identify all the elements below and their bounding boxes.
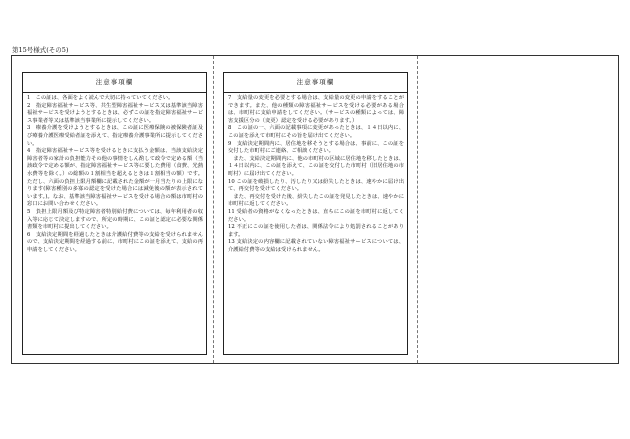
note-8: 8 この証の一、六面の記載事項に変更があったときは、１４日以内に、この証を添えて市町村にその旨を届け出てください。 <box>228 125 404 139</box>
notes-box-right <box>223 72 408 355</box>
notes-heading-left: 注意事項欄 <box>23 73 206 93</box>
note-11: 11 受給者の資格がなくなったときは、直ちにこの証を市町村に返してください。 <box>228 208 404 223</box>
note-9: 9 支給決定期間内に、居住地を移そうとする場合は、事前に、この証を交付した市町村にご連絡、ご相談ください。 <box>228 140 404 155</box>
note-5: 5 負担上限月額及び特定障害者特別給付費については、毎年利用者の収入等に応じて決定しますので、所定の時期に、この証と認定に必要な関係書類を市町村に提出してください。 <box>27 208 203 231</box>
note-3: 3 療養介護を受けようとするときは、この証に医療保険の被保険者証及び療養介護医療受給者証を添えて、指定療養介護事業所に提示してください。 <box>27 125 203 147</box>
note-4: 4 指定障害福祉サービス等を受けるときに支払う金額は、当該支給決定障害者等の家計の負担能力その他の事情をしん酌して政令で定める額（当該政令で定める額が、指定障害福祉サービス等に要した費用（食費、光熱水費等を除く。）の総額の１割相当を超えるときは１割相当の額）です。ただし、六面の負担上限月額欄に記載された金額が一月当たりの上限になります(障害種別の多寡の認定を受けた場合には減免後の額が表示されています。)。なお、基準該当障害福祉サービスを受ける場合の額は市町村の窓口にお問い合わせください。 <box>27 148 203 208</box>
note-1: 1 この証は、各面をよく読んで大切に持っていてください。 <box>27 95 174 101</box>
note-12: 12 不正にこの証を使用した者は、関係法令により処罰されることがあります。 <box>228 224 404 238</box>
notes-body-left <box>23 93 206 254</box>
note-2: 2 指定障害福祉サービス等、共生型障害福祉サービス又は基準該当障害福祉サービスを受けようとするときは、必ずこの証を指定障害福祉サービス事業者等又は基準該当事業所に提示してください。 <box>27 102 203 124</box>
note-7: 7 支給量の変更を必要とする場合は、支給量の変更の申請をすることができます。また、他の種類の障害福祉サービスを受ける必要がある場合は、市町村に支給申請をしてください。（サービスの種類によっては、障害支援区分の（変更）認定を受ける必要があります。） <box>228 95 404 124</box>
note-10-continued: また、再交付を受けた後、紛失したこの証を発見したときは、速やかに市町村に返してください。 <box>228 193 404 208</box>
note-9-continued: また、支給決定期間内に、他の市町村の区域に居住地を移したときは、１４日以内に、この証を添えて、この証を交付した市町村（旧居住地の市町村）に届け出てください。 <box>228 155 404 177</box>
notes-body-right <box>224 93 407 254</box>
notes-box-left <box>22 72 207 355</box>
fold-line-right <box>417 56 418 363</box>
note-13: 13 支給決定の内容欄に記載されていない障害福祉サービスについては、介護給付費等の支給は受けられません。 <box>228 239 404 253</box>
note-10: 10 この証を破損したり、汚したり又は紛失したときは、速やかに届け出て、再交付を受けてください。 <box>228 178 404 193</box>
note-6: 6 支給決定期間を経過したときは介護給付費等の支給を受けられませんので、支給決定期間を経過する前に、市町村にこの証を添えて、支給の再申請をしてください。 <box>27 231 203 253</box>
notes-heading-right: 注意事項欄 <box>224 73 407 93</box>
fold-line-left <box>213 56 214 363</box>
form-number-label: 第15号様式(その5) <box>12 46 69 54</box>
